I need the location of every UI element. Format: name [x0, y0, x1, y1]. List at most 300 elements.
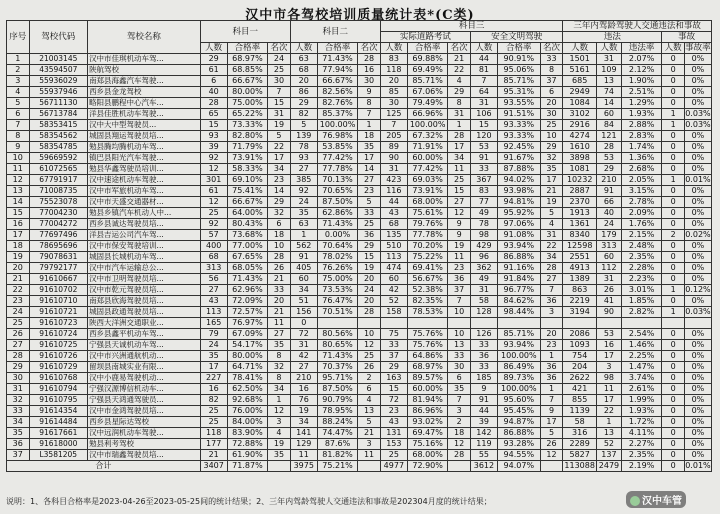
table-cell	[684, 318, 711, 329]
watermark	[626, 491, 686, 508]
table-cell: 81.82%	[317, 450, 358, 461]
table-cell: 6	[268, 219, 291, 230]
table-cell: 34	[290, 285, 317, 296]
table-row	[7, 142, 712, 153]
table-cell: 863	[563, 285, 597, 296]
table-cell: 12	[200, 197, 227, 208]
table-cell: 18	[268, 230, 291, 241]
table-cell: 125	[380, 109, 407, 120]
table-cell: 30	[268, 76, 291, 87]
table-cell: 94.81%	[497, 197, 540, 208]
table-cell: 2.25%	[621, 351, 662, 362]
table-cell: 52.38%	[407, 285, 448, 296]
table-cell: 1	[268, 395, 291, 406]
table-cell: 0%	[684, 186, 711, 197]
table-cell: 19	[268, 439, 291, 450]
table-cell: 17	[597, 351, 622, 362]
table-cell	[448, 318, 471, 329]
table-cell: 75.00%	[227, 98, 268, 109]
table-cell: 28	[268, 252, 291, 263]
table-cell: 城固县翔运驾驶员培...	[88, 131, 201, 142]
table-cell: 77697496	[29, 230, 88, 241]
table-cell: 1	[448, 120, 471, 131]
total-cell	[540, 461, 563, 472]
table-cell: 城固县政通驾驶员培...	[88, 307, 201, 318]
table-cell: 855	[563, 395, 597, 406]
table-cell: 78.41%	[227, 373, 268, 384]
table-cell: 61072565	[29, 164, 88, 175]
table-cell: 87.6%	[317, 439, 358, 450]
table-cell: 9	[358, 87, 381, 98]
table-cell: 9	[448, 230, 471, 241]
table-cell: 85.71%	[497, 329, 540, 340]
table-cell: 37	[380, 351, 407, 362]
table-cell: 73.33%	[227, 120, 268, 131]
table-cell: 0%	[684, 362, 711, 373]
table-cell: 74.47%	[317, 428, 358, 439]
table-cell: 77.78%	[407, 230, 448, 241]
header-subject1: 科目一	[200, 21, 290, 43]
table-cell: 20	[290, 76, 317, 87]
total-cell: 2.19%	[621, 461, 662, 472]
table-cell	[662, 318, 685, 329]
table-cell: 15	[380, 384, 407, 395]
table-cell: 95.06%	[497, 65, 540, 76]
table-cell: 29	[597, 164, 622, 175]
table-cell: 32	[268, 362, 291, 373]
table-cell: 5827	[563, 450, 597, 461]
table-cell: 3	[268, 417, 291, 428]
table-cell: 92	[200, 153, 227, 164]
table-cell: 91610710	[29, 296, 88, 307]
table-cell: 25	[200, 417, 227, 428]
header-pass-rate: 合格率	[227, 43, 268, 54]
table-cell: 78.02%	[317, 252, 358, 263]
table-cell: 2	[662, 230, 685, 241]
table-cell: 4	[358, 395, 381, 406]
table-cell: 0	[662, 417, 685, 428]
table-cell: 2.23%	[621, 274, 662, 285]
table-cell: 85.37%	[317, 109, 358, 120]
table-cell: 1	[290, 230, 317, 241]
table-cell: 36	[448, 274, 471, 285]
table-cell: 17	[540, 175, 563, 186]
table-cell: 城固县长城机动车驾...	[88, 252, 201, 263]
total-cell: 0	[662, 461, 685, 472]
table-cell: 汉中市汽车运输总公...	[88, 263, 201, 274]
table-cell: 85	[380, 87, 407, 98]
table-cell: 21003145	[29, 54, 88, 65]
watermark-label: 汉中车管	[642, 496, 682, 507]
table-cell: 2.09%	[621, 208, 662, 219]
table-cell: 68.05%	[227, 263, 268, 274]
table-cell: 0	[290, 318, 317, 329]
table-cell: 31	[268, 109, 291, 120]
table-body	[7, 54, 712, 472]
table-cell: 3.01%	[621, 285, 662, 296]
table-cell: 301	[200, 175, 227, 186]
table-cell: 36	[540, 296, 563, 307]
table-cell: 1389	[563, 274, 597, 285]
table-cell: 7	[470, 76, 497, 87]
table-cell: 67.65%	[227, 252, 268, 263]
table-cell: 1610	[563, 142, 597, 153]
table-cell: 0.01%	[685, 175, 711, 184]
table-cell: 165	[200, 318, 227, 329]
table-cell: 60	[597, 252, 622, 263]
table-cell: 91610723	[29, 318, 88, 329]
table-cell: 27	[358, 175, 381, 186]
table-cell: 0%	[684, 395, 711, 406]
table-row	[7, 318, 712, 329]
table-cell	[540, 318, 563, 329]
table-cell: 1.93%	[621, 406, 662, 417]
table-cell: 44	[470, 406, 497, 417]
table-cell: 22	[597, 406, 622, 417]
table-cell: 96	[470, 252, 497, 263]
table-cell: 36	[540, 373, 563, 384]
table-cell: 76.98%	[317, 131, 358, 142]
table-cell: 75	[380, 329, 407, 340]
table-cell: 92.68%	[227, 395, 268, 406]
table-cell	[380, 318, 407, 329]
table-row	[7, 208, 712, 219]
table-cell: 91610729	[29, 362, 88, 373]
table-cell: 57	[200, 230, 227, 241]
table-cell: 4274	[563, 131, 597, 142]
table-cell: 69.03%	[407, 175, 448, 186]
table-cell: 0	[662, 76, 685, 87]
table-cell: 0	[662, 252, 685, 263]
table-cell: 62.86%	[317, 208, 358, 219]
table-cell: 316	[563, 428, 597, 439]
table-cell: 113	[380, 252, 407, 263]
table-cell: 西乡县鑫平机动车驾...	[88, 329, 201, 340]
table-cell: 93.94%	[497, 241, 540, 252]
statistics-table	[6, 20, 712, 472]
table-cell: 12	[268, 406, 291, 417]
table-cell: 11	[448, 164, 471, 175]
table-cell: 49	[470, 208, 497, 219]
table-cell: 35	[200, 351, 227, 362]
table-cell: 25	[380, 450, 407, 461]
table-cell: 33	[358, 208, 381, 219]
table-cell: 385	[290, 175, 317, 186]
table-cell: 66.96%	[407, 109, 448, 120]
table-cell: 0	[662, 142, 685, 153]
table-cell: 23	[380, 406, 407, 417]
table-cell: 82	[290, 109, 317, 120]
table-cell: 44	[380, 197, 407, 208]
table-cell: 75.76%	[407, 340, 448, 351]
table-cell: 89	[380, 142, 407, 153]
table-cell: 24	[200, 340, 227, 351]
table-cell: 80.00%	[227, 351, 268, 362]
table-cell: 2.35%	[621, 450, 662, 461]
header-people: 人数	[200, 43, 227, 54]
table-cell: 15	[7, 208, 30, 219]
table-cell: 93	[200, 131, 227, 142]
table-cell: 400	[200, 241, 227, 252]
table-cell: 20	[358, 274, 381, 285]
total-cell	[268, 461, 291, 472]
table-cell: 8	[268, 351, 291, 362]
table-cell: 93.98%	[497, 186, 540, 197]
table-cell: 70.13%	[317, 175, 358, 186]
table-cell: 9	[7, 142, 30, 153]
table-cell: 91610768	[29, 373, 88, 384]
table-cell: 2.83%	[621, 131, 662, 142]
table-cell: 28	[540, 263, 563, 274]
table-cell: 31	[470, 285, 497, 296]
table-cell: 5	[290, 120, 317, 131]
table-cell: 0%	[684, 417, 711, 428]
table-cell: 67.32%	[407, 131, 448, 142]
header-three-year: 三年内驾龄驾驶人交通违法和事故	[563, 21, 712, 32]
table-cell: 80.56%	[317, 329, 358, 340]
table-cell: 79078631	[29, 252, 88, 263]
table-cell: 210	[290, 373, 317, 384]
table-cell: 91614354	[29, 406, 88, 417]
table-cell: 139	[290, 131, 317, 142]
table-cell: 205	[380, 131, 407, 142]
table-cell: 474	[380, 263, 407, 274]
table-cell: 86	[290, 87, 317, 98]
table-cell: 77.42%	[317, 153, 358, 164]
table-cell: 14	[597, 98, 622, 109]
table-cell: 35	[268, 340, 291, 351]
table-cell: 12	[540, 450, 563, 461]
table-row	[7, 450, 712, 461]
table-cell: 91610725	[29, 340, 88, 351]
table-cell: 17	[540, 417, 563, 428]
table-cell: 10	[268, 241, 291, 252]
table-cell: 76.26%	[317, 263, 358, 274]
table-cell: 58354785	[29, 142, 88, 153]
table-row	[7, 351, 712, 362]
table-cell: 22	[7, 285, 30, 296]
table-cell: 15	[268, 98, 291, 109]
table-cell: 91.84%	[497, 274, 540, 285]
table-cell: 49	[470, 274, 497, 285]
table-cell: 71.79%	[227, 142, 268, 153]
table-cell: 82.35%	[407, 296, 448, 307]
table-cell: 10	[7, 153, 30, 164]
table-cell: 33	[380, 340, 407, 351]
table-row	[7, 252, 712, 263]
table-cell: 0%	[684, 384, 711, 395]
table-cell: 76.00%	[227, 406, 268, 417]
table-row	[7, 109, 712, 120]
table-cell: 14	[358, 164, 381, 175]
table-cell: 36	[470, 351, 497, 362]
header-accident: 事故	[662, 32, 712, 43]
table-cell: 0	[662, 197, 685, 208]
table-cell: 68	[200, 252, 227, 263]
table-cell: 9	[540, 406, 563, 417]
table-cell: 77.94%	[317, 65, 358, 76]
table-cell: 27	[540, 274, 563, 285]
table-row	[7, 164, 712, 175]
table-cell: 13	[7, 186, 30, 197]
table-cell: 27	[7, 340, 30, 351]
total-cell	[448, 461, 471, 472]
table-cell: 69.10%	[227, 175, 268, 186]
table-cell: 93.94%	[497, 340, 540, 351]
table-cell: 94.02%	[497, 175, 540, 186]
table-cell: 5161	[563, 65, 597, 76]
header-violation: 违法	[563, 32, 662, 43]
table-cell: 1.76%	[621, 219, 662, 230]
table-cell: 158	[380, 307, 407, 318]
table-cell: 0	[662, 450, 685, 461]
table-cell: 29	[540, 142, 563, 153]
table-cell: 54.17%	[227, 340, 268, 351]
table-cell: 29	[448, 87, 471, 98]
table-cell: 20	[7, 263, 30, 274]
table-cell: 陕西大洋洲交通职业...	[88, 318, 201, 329]
table-cell: 95.45%	[497, 406, 540, 417]
table-cell: 141	[290, 428, 317, 439]
table-cell: 91617661	[29, 428, 88, 439]
table-cell: 71.91%	[407, 142, 448, 153]
table-cell: 2.88%	[621, 120, 662, 131]
table-cell: 0	[662, 406, 685, 417]
table-cell: 118	[380, 65, 407, 76]
table-cell: 91614484	[29, 417, 88, 428]
table-cell: 28	[200, 98, 227, 109]
table-cell: 7	[380, 120, 407, 131]
table-cell: 25	[358, 219, 381, 230]
header-people: 人数	[380, 43, 407, 54]
table-cell: 37	[7, 450, 30, 461]
table-cell: 4913	[563, 263, 597, 274]
table-cell: 0	[662, 164, 685, 175]
table-cell: 25	[7, 318, 30, 329]
table-cell: 6	[200, 76, 227, 87]
table-cell: 4	[268, 428, 291, 439]
table-cell: 34	[268, 384, 291, 395]
table-cell: 7	[540, 395, 563, 406]
table-cell: 83	[470, 186, 497, 197]
table-cell: 10232	[563, 175, 597, 186]
table-cell: 0%	[684, 274, 711, 285]
table-cell: 685	[563, 76, 597, 87]
table-cell: 92	[290, 186, 317, 197]
table-cell: 86.49%	[497, 362, 540, 373]
table-cell: 留坝县南城实业有限...	[88, 362, 201, 373]
table-cell: 2.78%	[621, 197, 662, 208]
table-cell: 16	[7, 219, 30, 230]
table-cell: 98	[597, 373, 622, 384]
table-cell: 1084	[563, 98, 597, 109]
table-row	[7, 329, 712, 340]
table-cell: 22	[540, 241, 563, 252]
table-cell: 71.43%	[227, 274, 268, 285]
table-cell: 7	[7, 120, 30, 131]
table-cell: 86.88%	[497, 428, 540, 439]
table-cell: 29	[380, 362, 407, 373]
table-cell: 15	[470, 120, 497, 131]
total-cell: 0.01%	[685, 461, 711, 470]
table-cell: 91610724	[29, 329, 88, 340]
table-cell: 58354562	[29, 131, 88, 142]
table-cell: 1.90%	[621, 76, 662, 87]
table-cell: 0	[662, 329, 685, 340]
table-cell: 91.67%	[497, 153, 540, 164]
table-row	[7, 373, 712, 384]
table-cell: 100.00%	[497, 351, 540, 362]
table-cell: 90.79%	[317, 395, 358, 406]
table-cell: 12598	[563, 241, 597, 252]
table-cell: 1.46%	[621, 340, 662, 351]
table-cell: 91	[290, 252, 317, 263]
table-cell: 0	[662, 54, 685, 65]
table-cell: 23	[358, 186, 381, 197]
table-cell: 0%	[684, 65, 711, 76]
table-cell: 7	[268, 87, 291, 98]
table-cell: 21	[268, 274, 291, 285]
table-cell: 31	[448, 109, 471, 120]
table-cell: 28	[448, 450, 471, 461]
table-cell: 1913	[563, 208, 597, 219]
table-cell: 34	[7, 417, 30, 428]
table-cell: 68	[380, 219, 407, 230]
table-cell: 21	[268, 307, 291, 318]
table-cell: 10	[448, 329, 471, 340]
table-cell: 宁强县天鸿通驾驶员...	[88, 395, 201, 406]
table-cell: 2370	[563, 197, 597, 208]
table-cell: 镇巴县阳光汽车驾驶...	[88, 153, 201, 164]
table-cell: 96.77%	[497, 285, 540, 296]
table-cell: 51	[290, 296, 317, 307]
table-cell: 汉中市兴洲通航机动...	[88, 351, 201, 362]
header-subject3: 科目三	[380, 21, 562, 32]
table-cell: 0%	[684, 406, 711, 417]
table-cell: 19	[540, 197, 563, 208]
table-cell: 52	[380, 296, 407, 307]
table-cell: 69.41%	[407, 263, 448, 274]
table-cell: 43594507	[29, 65, 88, 76]
table-cell	[407, 318, 448, 329]
total-cell: 72.90%	[407, 461, 448, 472]
table-row	[7, 395, 712, 406]
table-cell: 31	[470, 98, 497, 109]
table-cell: 1093	[563, 340, 597, 351]
table-cell: 75.00%	[317, 274, 358, 285]
table-cell: 2289	[563, 439, 597, 450]
table-cell: 1.99%	[621, 395, 662, 406]
table-cell: 29	[7, 362, 30, 373]
table-cell: 15	[358, 252, 381, 263]
table-cell: 36	[7, 439, 30, 450]
table-cell: 0.02%	[685, 230, 711, 239]
table-row	[7, 65, 712, 76]
table-cell: 12	[358, 340, 381, 351]
table-cell: 0.00%	[317, 230, 358, 241]
table-cell: 61	[200, 186, 227, 197]
table-cell: 137	[597, 450, 622, 461]
table-cell: 2.82%	[621, 307, 662, 318]
table-cell: 0.03%	[685, 109, 711, 118]
table-row	[7, 274, 712, 285]
table-row	[7, 362, 712, 373]
table-cell: 86.96%	[407, 406, 448, 417]
table-cell: 16	[290, 384, 317, 395]
table-cell: 19	[7, 252, 30, 263]
table-cell: 60	[380, 274, 407, 285]
table-cell: 90.91%	[497, 54, 540, 65]
